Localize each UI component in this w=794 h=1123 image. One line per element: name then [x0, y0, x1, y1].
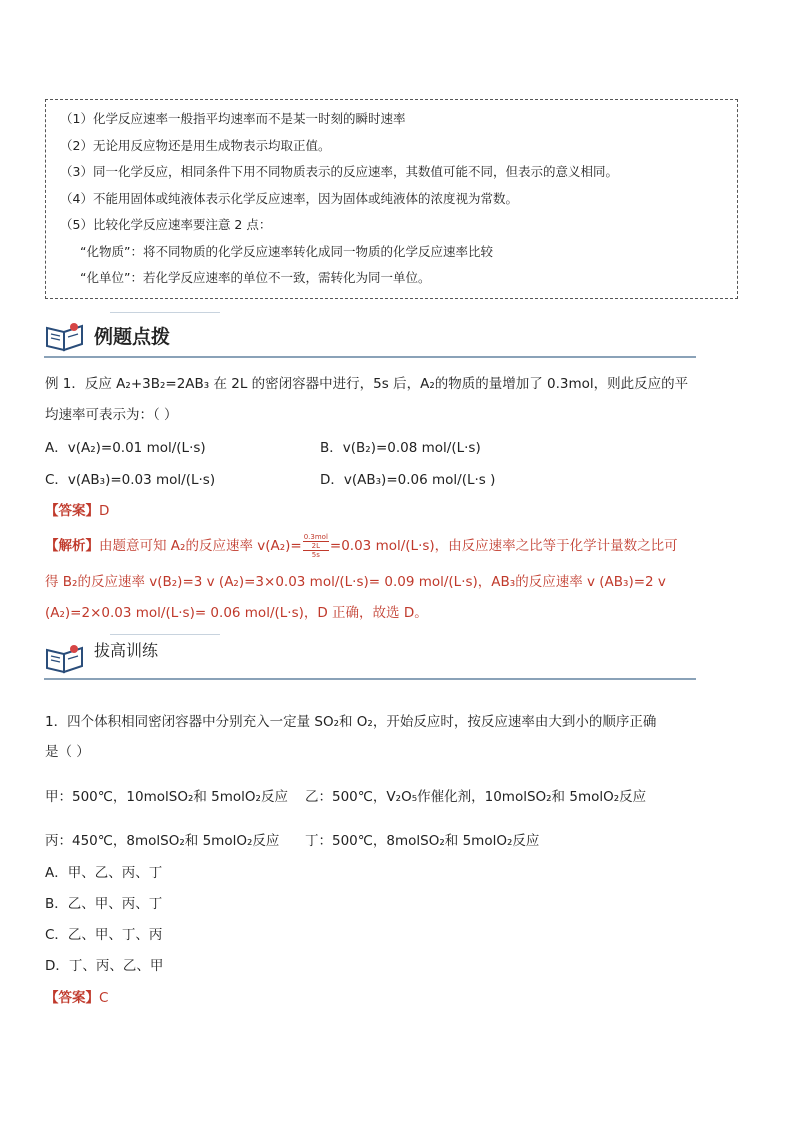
note-line: （2）无论用反应物还是用生成物表示均取正值。: [60, 137, 331, 153]
option-c: C．乙、甲、丁、丙: [45, 927, 163, 943]
section-title: 例题点拨: [94, 326, 171, 348]
analysis-text: 由题意可知 A₂的反应速率 v(A₂)=: [99, 538, 302, 554]
section-title: 拔高训练: [94, 641, 159, 660]
analysis-tag: 【解析】: [45, 538, 99, 554]
fraction-denominator: 5s: [311, 551, 320, 559]
book-icon: [44, 320, 88, 352]
header-decoration: [110, 634, 220, 635]
condition-ding: 丁：500℃，8molSO₂和 5molO₂反应: [305, 833, 540, 849]
options-row: [45, 468, 705, 488]
analysis-text: =0.03 mol/(L·s)，由反应速率之比等于化学计量数之比可: [329, 538, 678, 554]
example-question-line: 例 1．反应 A₂+3B₂=2AB₃ 在 2L 的密闭容器中进行，5s 后，A₂的物质的量增加了 0.3mol，则此反应的平: [45, 376, 689, 392]
option-b: B．乙、甲、丙、丁: [45, 896, 163, 912]
note-line: （3）同一化学反应，相同条件下用不同物质表示的反应速率，其数值可能不同，但表示的意义相同。: [60, 164, 618, 179]
analysis-line: [45, 533, 705, 559]
condition-bing: 丙：450℃，8molSO₂和 5molO₂反应: [45, 833, 280, 849]
section-header-practice: [44, 640, 696, 680]
option-a: A．甲、乙、丙、丁: [45, 865, 163, 881]
condition-jia: 甲：500℃，10molSO₂和 5molO₂反应: [45, 789, 288, 805]
section-header-example: [44, 318, 696, 358]
conditions-row: [45, 829, 705, 849]
answer-line: [45, 986, 705, 1006]
option-b: B．v(B₂)=0.08 mol/(L·s): [320, 440, 481, 456]
fraction-middle: 2L: [303, 542, 329, 551]
header-decoration: [110, 312, 220, 313]
condition-yi: 乙：500℃，V₂O₅作催化剂，10molSO₂和 5molO₂反应: [305, 789, 647, 805]
question-line: 是（ ）: [45, 744, 90, 760]
fraction-numerator: 0.3mol: [303, 533, 328, 541]
answer-value: C: [99, 990, 109, 1006]
option-d: D．丁、丙、乙、甲: [45, 958, 164, 974]
option-c: C．v(AB₃)=0.03 mol/(L·s): [45, 472, 216, 488]
fraction: [303, 533, 329, 559]
option-d: D．v(AB₃)=0.06 mol/(L·s ): [320, 472, 496, 488]
options-row: [45, 436, 705, 456]
example-question-line: 均速率可表示为：（ ）: [45, 407, 178, 423]
notes-box: [45, 99, 738, 299]
note-line: （1）化学反应速率一般指平均速率而不是某一时刻的瞬时速率: [60, 111, 406, 126]
note-line: “化物质”：将不同物质的化学反应速率转化成同一物质的化学反应速率比较: [80, 243, 493, 259]
analysis-line: (A₂)=2×0.03 mol/(L·s)= 0.06 mol/(L·s)，D 正确，故选 D。: [45, 605, 428, 621]
note-line: “化单位”：若化学反应速率的单位不一致，需转化为同一单位。: [80, 270, 431, 285]
answer-value: D: [99, 503, 110, 519]
note-line: （4）不能用固体或纯液体表示化学反应速率，因为固体或纯液体的浓度视为常数。: [60, 190, 518, 206]
analysis-line: 得 B₂的反应速率 v(B₂)=3 v (A₂)=3×0.03 mol/(L·s)= 0.09 mol/(L·s)，AB₃的反应速率 v (AB₃)=2 v: [45, 574, 666, 590]
answer-tag: 【答案】: [45, 990, 99, 1006]
conditions-row: [45, 785, 705, 805]
question-line: 1．四个体积相同密闭容器中分别充入一定量 SO₂和 O₂，开始反应时，按反应速率由大到小的顺序正确: [45, 714, 657, 730]
note-line: （5）比较化学反应速率要注意 2 点：: [60, 217, 272, 232]
option-a: A．v(A₂)=0.01 mol/(L·s): [45, 440, 206, 456]
book-icon: [44, 642, 88, 674]
answer-line: [45, 499, 705, 519]
answer-tag: 【答案】: [45, 503, 99, 519]
